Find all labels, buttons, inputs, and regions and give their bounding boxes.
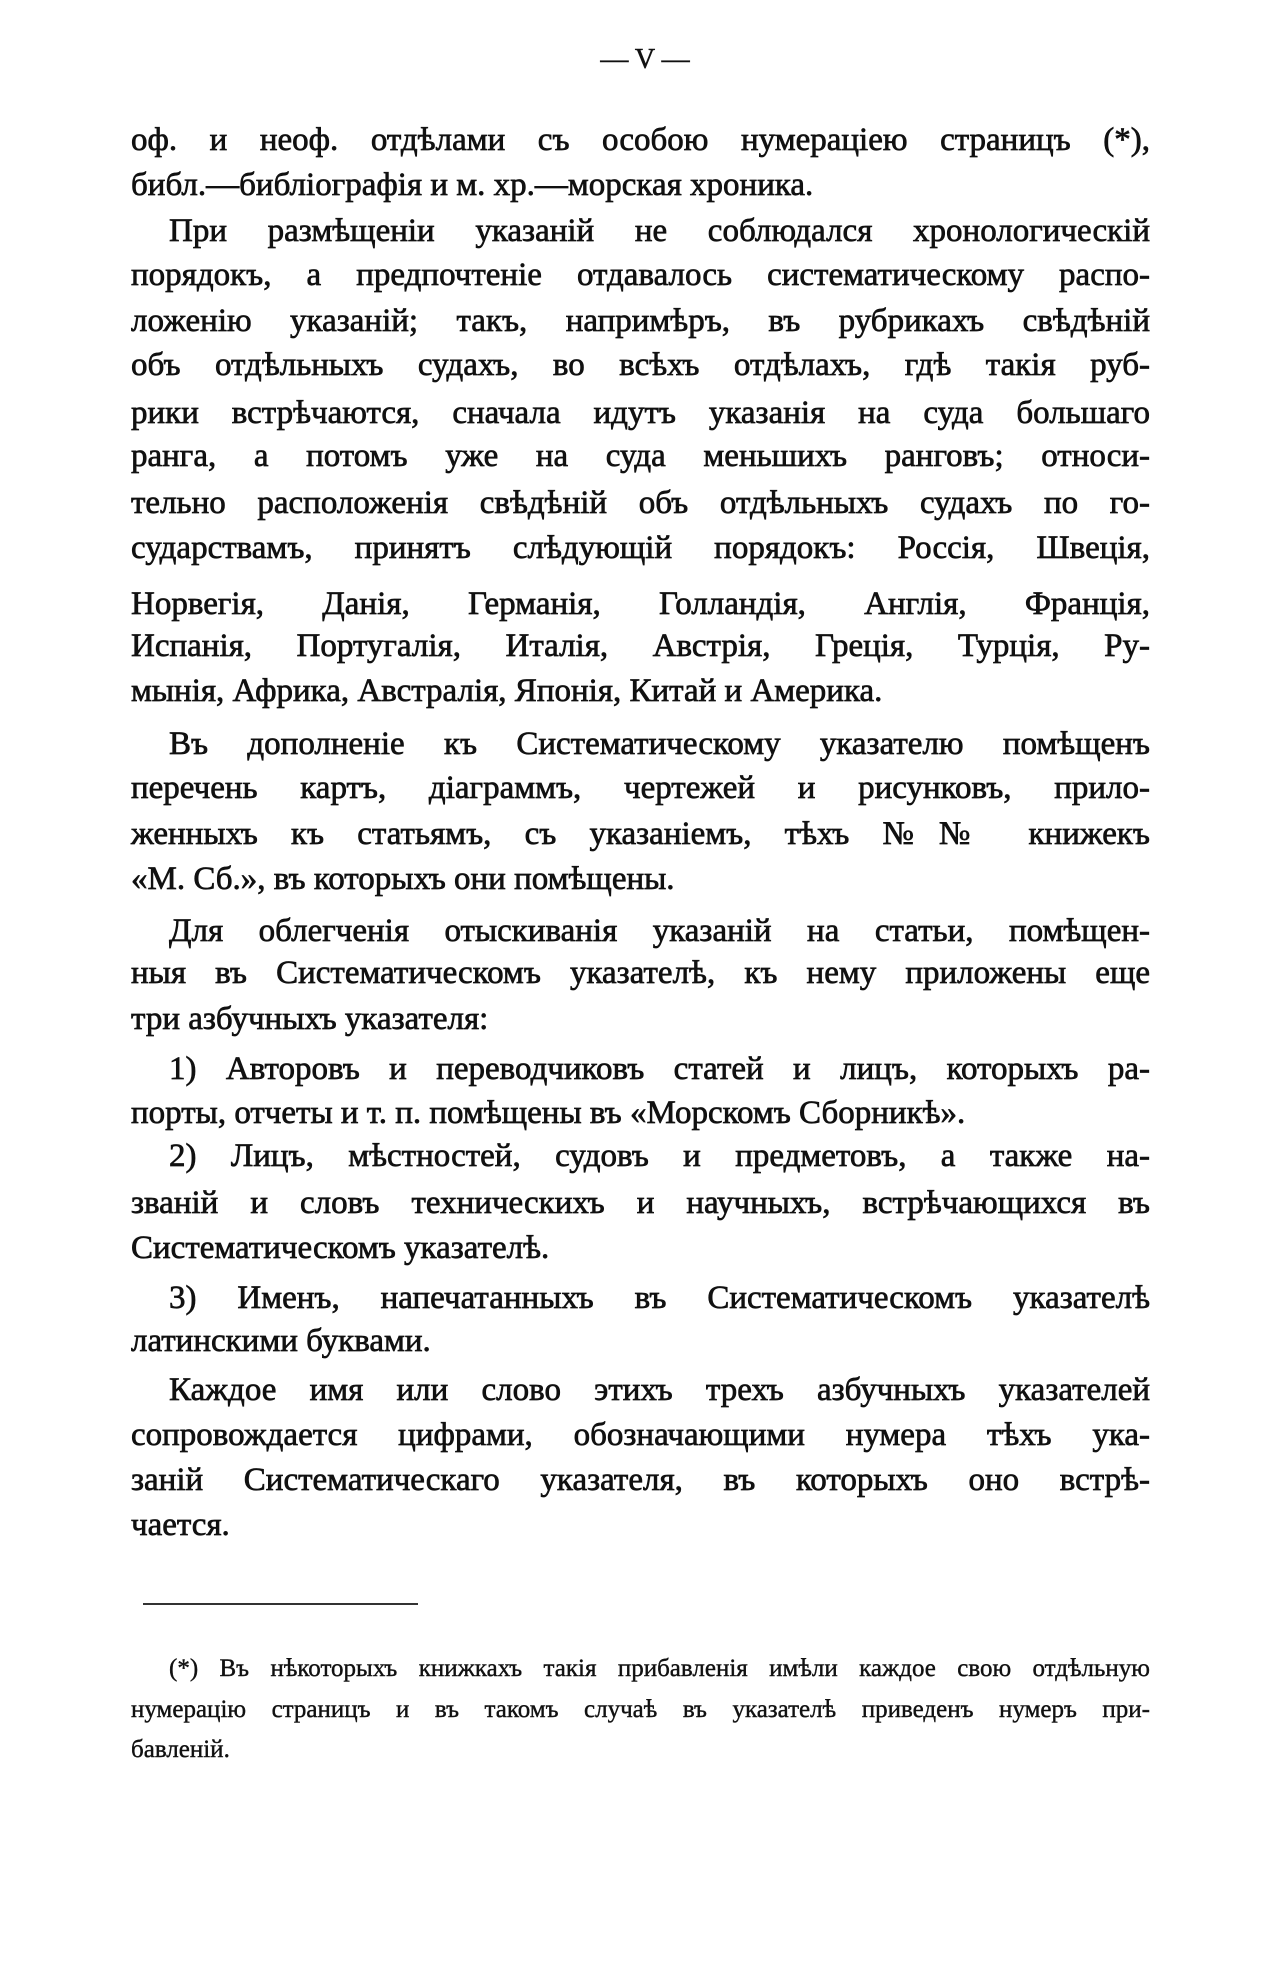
footnote-line: (*) Въ нѣкоторыхъ книжкахъ такія прибавленія имѣли каждое свою отдѣльную bbox=[169, 1655, 1150, 1682]
text-line: При размѣщеніи указаній не соблюдался хронологическій bbox=[169, 213, 1150, 249]
text-line: 3) Именъ, напечатанныхъ въ Систематическомъ указателѣ bbox=[169, 1280, 1150, 1316]
text-line: чается. bbox=[131, 1507, 230, 1543]
text-line: ныя въ Систематическомъ указателѣ, къ нему приложены еще bbox=[131, 955, 1150, 991]
text-line: ложенію указаній; такъ, напримѣръ, въ рубрикахъ свѣдѣній bbox=[131, 303, 1150, 339]
text-line: объ отдѣльныхъ судахъ, во всѣхъ отдѣлахъ, гдѣ такія руб- bbox=[131, 347, 1150, 383]
text-line: порядокъ, а предпочтеніе отдавалось систематическому распо- bbox=[131, 257, 1150, 293]
text-line: Норвегія, Данія, Германія, Голландія, Англія, Франція, bbox=[131, 586, 1150, 622]
text-line: Въ дополненіе къ Систематическому указателю помѣщенъ bbox=[169, 726, 1150, 762]
text-line: Каждое имя или слово этихъ трехъ азбучныхъ указателей bbox=[169, 1372, 1150, 1408]
text-line: Для облегченія отыскиванія указаній на статьи, помѣщен- bbox=[169, 913, 1150, 949]
text-line: порты, отчеты и т. п. помѣщены въ «Морскомъ Сборникѣ». bbox=[131, 1095, 966, 1131]
footnote-line: бавленій. bbox=[131, 1736, 230, 1763]
text-line: рики встрѣчаются, сначала идутъ указанія на суда большаго bbox=[131, 395, 1150, 431]
text-line: 1) Авторовъ и переводчиковъ статей и лицъ, которыхъ ра- bbox=[169, 1051, 1150, 1087]
text-line: латинскими буквами. bbox=[131, 1323, 431, 1359]
text-line: 2) Лицъ, мѣстностей, судовъ и предметовъ, а также на- bbox=[169, 1138, 1150, 1174]
text-line: Систематическомъ указателѣ. bbox=[131, 1230, 550, 1266]
text-line: званій и словъ техническихъ и научныхъ, встрѣчающихся въ bbox=[131, 1185, 1150, 1221]
text-line: «М. Сб.», въ которыхъ они помѣщены. bbox=[131, 861, 675, 897]
footnote-divider bbox=[143, 1603, 418, 1605]
text-line: перечень картъ, діаграммъ, чертежей и рисунковъ, прило- bbox=[131, 770, 1150, 806]
text-line: тельно расположенія свѣдѣній объ отдѣльныхъ судахъ по го- bbox=[131, 485, 1150, 521]
text-line: три азбучныхъ указателя: bbox=[131, 1001, 489, 1037]
text-line: сударствамъ, принятъ слѣдующій порядокъ: Россія, Швеція, bbox=[131, 530, 1150, 566]
text-line: мынія, Африка, Австралія, Японія, Китай и Америка. bbox=[131, 673, 883, 709]
text-line: оф. и неоф. отдѣлами съ особою нумераціею страницъ (*), bbox=[131, 122, 1150, 158]
text-line: Испанія, Португалія, Италія, Австрія, Греція, Турція, Ру- bbox=[131, 628, 1150, 664]
text-line: библ.—библіографія и м. хр.—морская хроника. bbox=[131, 167, 814, 203]
text-line: сопровождается цифрами, обозначающими нумера тѣхъ ука- bbox=[131, 1417, 1150, 1453]
footnote-line: нумерацію страницъ и въ такомъ случаѣ въ указателѣ приведенъ нумеръ при- bbox=[131, 1696, 1150, 1723]
text-line: ранга, а потомъ уже на суда меньшихъ ранговъ; относи- bbox=[131, 438, 1150, 474]
text-line: женныхъ къ статьямъ, съ указаніемъ, тѣхъ №№ книжекъ bbox=[131, 816, 1150, 852]
page-number: — V — bbox=[600, 44, 690, 75]
text-line: заній Систематическаго указателя, въ которыхъ оно встрѣ- bbox=[131, 1462, 1150, 1498]
